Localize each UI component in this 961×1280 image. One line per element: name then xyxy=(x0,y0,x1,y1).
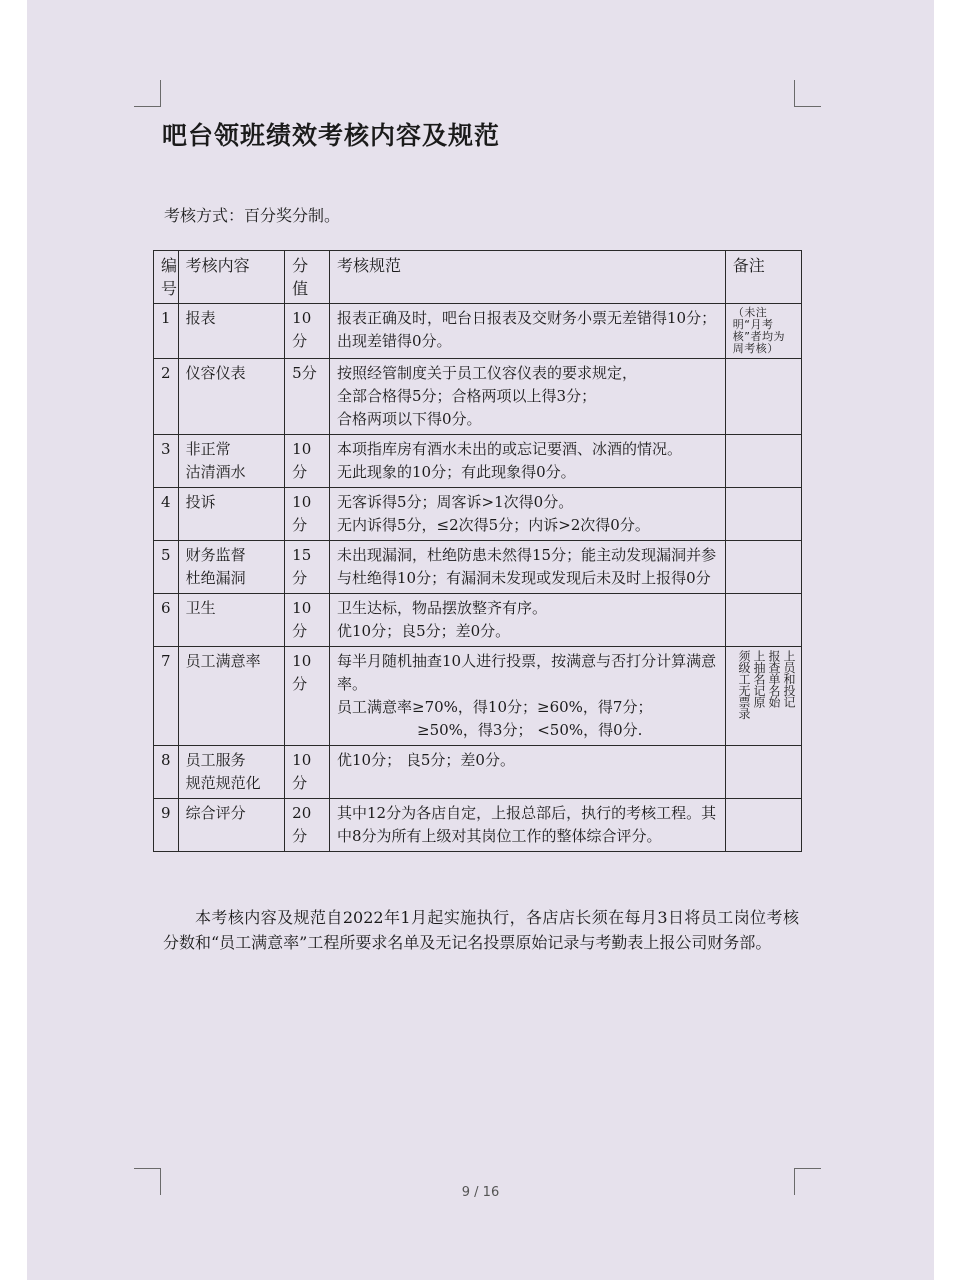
standard-line: 全部合格得5分；合格两项以上得3分； xyxy=(337,387,597,405)
standard-line: 其中12分为各店自定，上报总部后，执行的考核工程。其中8分为所有上级对其岗位工作的整体综合评分。 xyxy=(337,804,717,845)
item-line: 仪容仪表 xyxy=(185,364,246,382)
row-standard xyxy=(330,488,726,541)
row-standard xyxy=(330,647,726,746)
assessment-method: 考核方式：百分奖分制。 xyxy=(164,206,341,225)
item-line: 投诉 xyxy=(185,493,216,511)
row-score: 5分 xyxy=(285,359,330,435)
row-number: 9 xyxy=(154,799,179,852)
table-row xyxy=(154,647,802,746)
item-line: 规范规范化 xyxy=(185,774,261,792)
table-row xyxy=(154,746,802,799)
row-score: 20分 xyxy=(285,799,330,852)
item-line: 非正常 xyxy=(185,440,231,458)
item-line: 报表 xyxy=(185,309,216,327)
item-line: 沽清酒水 xyxy=(185,463,246,481)
row-score: 10分 xyxy=(285,304,330,359)
footer-paragraph: 本考核内容及规范自2022年1月起实施执行，各店店长须在每月3日将员工岗位考核分数和“员工满意率”工程所要求名单及无记名投票原始记录与考勤表上报公司财务部。 xyxy=(163,908,799,952)
row-standard xyxy=(330,359,726,435)
table-row xyxy=(154,488,802,541)
remark-vertical-text xyxy=(733,650,795,719)
row-number: 6 xyxy=(154,594,179,647)
row-remark xyxy=(725,799,801,852)
row-remark xyxy=(725,488,801,541)
table-row xyxy=(154,594,802,647)
row-score: 10分 xyxy=(285,746,330,799)
table-row xyxy=(154,435,802,488)
standard-line: 优10分；良5分；差0分。 xyxy=(337,622,511,640)
standard-line: 按照经管制度关于员工仪容仪表的要求规定， xyxy=(337,364,638,382)
remark-column: 须级工无票录 xyxy=(737,650,751,719)
row-number: 4 xyxy=(154,488,179,541)
row-remark xyxy=(725,647,801,746)
row-remark xyxy=(725,594,801,647)
row-number: 2 xyxy=(154,359,179,435)
row-standard xyxy=(330,541,726,594)
row-standard xyxy=(330,594,726,647)
table-row xyxy=(154,304,802,359)
row-score: 10分 xyxy=(285,488,330,541)
row-standard xyxy=(330,799,726,852)
table-row xyxy=(154,541,802,594)
table-row xyxy=(154,799,802,852)
table-header-row xyxy=(154,251,802,304)
header-no: 编号 xyxy=(154,251,179,304)
row-number: 5 xyxy=(154,541,179,594)
item-line: 综合评分 xyxy=(185,804,246,822)
standard-line: 报表正确及时，吧台日报表及交财务小票无差错得10分；出现差错得0分。 xyxy=(337,309,717,350)
standard-line: 卫生达标，物品摆放整齐有序。 xyxy=(337,599,548,617)
row-number: 3 xyxy=(154,435,179,488)
remark-column: 上员和投记 xyxy=(782,650,796,708)
item-line: 员工满意率 xyxy=(185,652,261,670)
row-item xyxy=(178,541,285,594)
row-remark xyxy=(725,359,801,435)
crop-mark-top-left xyxy=(134,80,161,107)
crop-mark-top-right xyxy=(794,80,821,107)
standard-line: 本项指库房有酒水未出的或忘记要酒、冰酒的情况。 xyxy=(337,440,683,458)
page-title: 吧台领班绩效考核内容及规范 xyxy=(162,121,501,150)
page-number: 9 / 16 xyxy=(461,1185,500,1200)
row-item xyxy=(178,304,285,359)
row-number: 8 xyxy=(154,746,179,799)
row-score: 10分 xyxy=(285,647,330,746)
row-number: 1 xyxy=(154,304,179,359)
row-item xyxy=(178,799,285,852)
item-line: 员工服务 xyxy=(185,751,246,769)
row-item xyxy=(178,746,285,799)
row-standard xyxy=(330,435,726,488)
table-row xyxy=(154,359,802,435)
row-item xyxy=(178,359,285,435)
header-standard: 考核规范 xyxy=(330,251,726,304)
header-item: 考核内容 xyxy=(178,251,285,304)
row-standard xyxy=(330,746,726,799)
row-score: 15分 xyxy=(285,541,330,594)
row-item xyxy=(178,647,285,746)
standard-line: 无内诉得5分，≤2次得5分；内诉>2次得0分。 xyxy=(337,516,650,534)
remark-column: 报查单名始 xyxy=(767,650,781,708)
header-remark: 备注 xyxy=(725,251,801,304)
item-line: 卫生 xyxy=(185,599,216,617)
row-remark xyxy=(725,541,801,594)
row-item xyxy=(178,435,285,488)
header-score: 分值 xyxy=(285,251,330,304)
row-item xyxy=(178,594,285,647)
standard-line: 无客诉得5分；周客诉>1次得0分。 xyxy=(337,493,574,511)
standard-line: 合格两项以下得0分。 xyxy=(337,410,482,428)
standard-line: 优10分； 良5分；差0分。 xyxy=(337,751,515,769)
standard-line: 无此现象的10分；有此现象得0分。 xyxy=(337,463,576,481)
row-remark xyxy=(725,746,801,799)
row-remark xyxy=(725,435,801,488)
row-score: 10分 xyxy=(285,594,330,647)
standard-line: 员工满意率≥70%，得10分；≥60%，得7分； xyxy=(337,698,653,716)
remark-column: 上抽名记原 xyxy=(752,650,766,708)
standard-line: ≥50%，得3分； <50%，得0分. xyxy=(417,721,643,739)
remark-text: （未注明“月考核”者均为周考核） xyxy=(732,306,785,355)
row-item xyxy=(178,488,285,541)
row-number: 7 xyxy=(154,647,179,746)
assessment-table xyxy=(153,250,802,852)
standard-line: 每半月随机抽查10人进行投票，按满意与否打分计算满意率。 xyxy=(337,652,717,693)
row-remark xyxy=(725,304,801,359)
row-standard xyxy=(330,304,726,359)
item-line: 财务监督 xyxy=(185,546,246,564)
standard-line: 未出现漏洞，杜绝防患未然得15分；能主动发现漏洞并参与杜绝得10分；有漏洞未发现或发现后未及时上报得0分 xyxy=(337,546,717,587)
item-line: 杜绝漏洞 xyxy=(185,569,246,587)
row-score: 10分 xyxy=(285,435,330,488)
